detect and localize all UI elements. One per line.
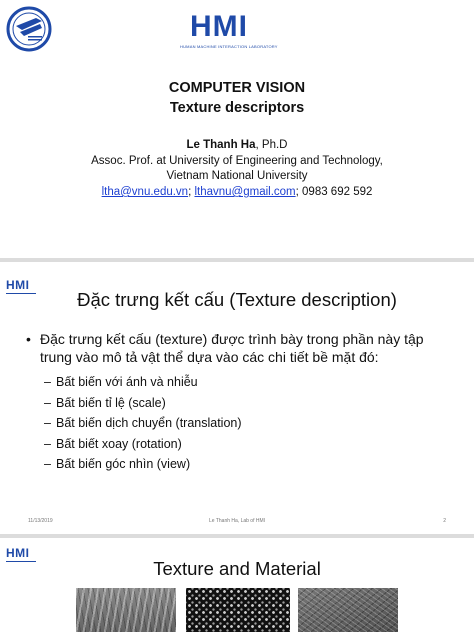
list-item: – Bất biết xoay (rotation) bbox=[44, 434, 242, 455]
invariance-list bbox=[44, 372, 242, 475]
author-name: Le Thanh Ha bbox=[186, 139, 256, 151]
author-line bbox=[0, 138, 474, 153]
footer-page-number: 2 bbox=[443, 518, 446, 524]
fur-texture-image bbox=[298, 588, 398, 632]
phone-number: ; 0983 692 592 bbox=[295, 186, 373, 198]
affiliation-line-2: Vietnam National University bbox=[166, 170, 308, 182]
bullet-dot-icon: • bbox=[26, 331, 31, 347]
hmi-lab-logo bbox=[180, 10, 278, 49]
course-title: COMPUTER VISION bbox=[168, 80, 306, 96]
hmi-small-logo: HMI bbox=[6, 546, 36, 562]
main-bullet-text: Đặc trưng kết cấu (texture) được trình bày trong phần này tập trung vào mô tả vật thể dựa vào các chi tiết bề mặt đó: bbox=[40, 331, 424, 365]
contact-line bbox=[0, 185, 474, 200]
affiliation-line-1: Assoc. Prof. at University of Engineering and Technology, bbox=[91, 155, 383, 167]
dash-icon: – bbox=[44, 375, 51, 389]
wood-texture-image bbox=[76, 588, 176, 632]
main-bullet bbox=[26, 330, 456, 366]
lecture-title: Texture descriptors bbox=[169, 100, 305, 116]
texture-material-slide bbox=[0, 538, 474, 632]
dash-icon: – bbox=[44, 457, 51, 471]
title-slide bbox=[0, 0, 474, 258]
dotted-fabric-texture-image bbox=[186, 588, 290, 632]
dash-icon: – bbox=[44, 436, 51, 451]
list-item: – Bất biến với ánh và nhiễu bbox=[44, 372, 242, 393]
hmi-logo-text: HMI bbox=[190, 10, 248, 43]
dash-icon: – bbox=[44, 395, 51, 410]
university-logo-icon bbox=[6, 6, 52, 52]
slide-title: Texture and Material bbox=[153, 558, 321, 579]
email-link-1[interactable]: ltha@vnu.edu.vn bbox=[101, 186, 189, 198]
texture-description-slide bbox=[0, 262, 474, 534]
list-item: – Bất biến góc nhìn (view) bbox=[44, 454, 242, 475]
author-degree: , Ph.D bbox=[255, 139, 288, 151]
hmi-small-logo: HMI bbox=[6, 278, 36, 294]
slide-title: Đặc trưng kết cấu (Texture description) bbox=[77, 289, 397, 310]
hmi-logo-subtitle: HUMAN MACHINE INTERACTION LABORATORY bbox=[180, 44, 278, 49]
list-item: – Bất biến tỉ lệ (scale) bbox=[44, 393, 242, 414]
email-link-2[interactable]: lthavnu@gmail.com bbox=[194, 186, 296, 198]
list-item: – Bất biến dịch chuyển (translation) bbox=[44, 413, 242, 434]
dash-icon: – bbox=[44, 416, 51, 430]
footer-date: 11/13/2019 bbox=[28, 518, 53, 524]
footer-author: Le Thanh Ha, Lab of HMI bbox=[208, 518, 266, 524]
contact-separator: ; bbox=[188, 186, 195, 198]
